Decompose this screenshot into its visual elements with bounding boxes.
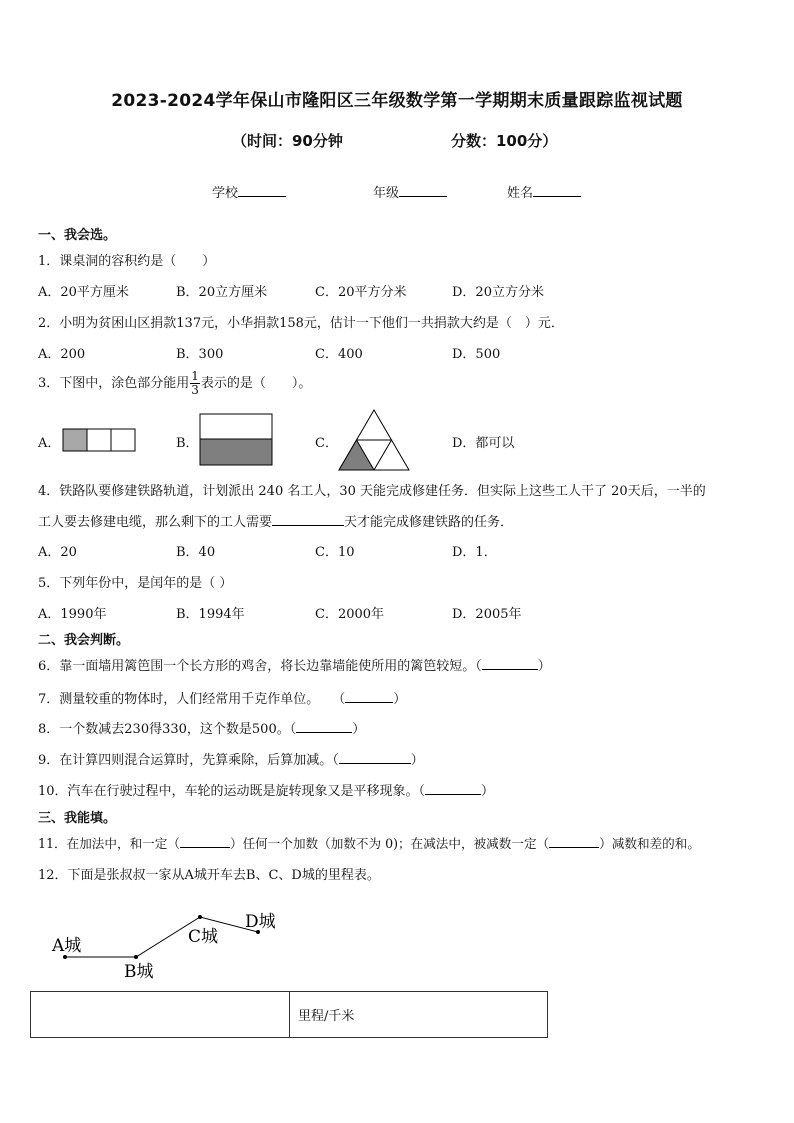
q4-text-b: 天才能完成修建铁路的任务． [344, 515, 514, 530]
q3-option-a[interactable]: A． [38, 436, 61, 451]
question-3 [38, 370, 311, 397]
q5-option-b[interactable]: B．1994年 [176, 607, 245, 622]
question-11 [38, 833, 700, 852]
q5-option-c[interactable]: C．2000年 [315, 607, 385, 622]
fraction-numerator: 1 [191, 369, 199, 383]
fraction-denominator: 3 [191, 383, 199, 397]
q5-option-d[interactable]: D．2005年 [452, 607, 522, 622]
q2-option-d[interactable]: D．500 [452, 347, 501, 362]
city-d-label: D城 [245, 912, 276, 932]
q4-answer-blank[interactable] [272, 513, 344, 526]
mileage-table [30, 991, 548, 1038]
question-10 [38, 780, 494, 799]
q3-option-d[interactable]: D．都可以 [452, 436, 515, 451]
table-row [31, 992, 548, 1038]
q10-close-paren: ） [481, 784, 495, 799]
table-header-mileage: 里程/千米 [290, 992, 548, 1038]
q4-option-b[interactable]: B．40 [176, 545, 216, 560]
q6-text: 6．靠一面墙用篱笆围一个长方形的鸡舍，将长边靠墙能使所用的篱笆较短。（ [38, 659, 482, 674]
name-label: 姓名 [507, 186, 534, 201]
q11-answer-blank-1[interactable] [180, 835, 230, 848]
q6-close-paren: ） [537, 659, 551, 674]
q1-option-d[interactable]: D．20立方分米 [452, 285, 544, 300]
figure-split-rectangle [199, 413, 274, 467]
question-5: 5．下列年份中，是闰年的是（ ） [38, 576, 233, 591]
q3-option-b[interactable]: B． [176, 436, 199, 451]
q3-text-post: 表示的是（ ）。 [200, 376, 312, 391]
q8-close-paren: ） [352, 722, 366, 737]
q7-close-paren: ） [393, 692, 407, 707]
city-b-dot [134, 955, 138, 959]
q10-answer-blank[interactable] [425, 782, 481, 795]
q9-text: 9．在计算四则混合运算时，先算乘除，后算加减。（ [38, 753, 339, 768]
exam-time: （时间：90分钟 [232, 132, 343, 150]
school-field[interactable] [212, 182, 286, 201]
figure-subdivided-triangle [337, 408, 411, 472]
exam-score: 分数：100分） [451, 132, 558, 150]
school-blank[interactable] [238, 184, 286, 197]
q2-option-b[interactable]: B．300 [176, 347, 224, 362]
q11-text-b: ）任何一个加数（加数不为 0)；在减法中，被减数一定（ [229, 836, 550, 851]
q7-text: 7．测量较重的物体时，人们经常用千克作单位。 （ [38, 692, 346, 707]
name-field[interactable] [507, 182, 581, 201]
q3-option-c[interactable]: C． [315, 436, 338, 451]
q8-text: 8．一个数减去230得330，这个数是500。（ [38, 722, 297, 737]
question-4-line-2 [38, 511, 513, 530]
section-heading-fill: 三、我能填。 [38, 811, 117, 826]
city-b-label: B城 [124, 962, 154, 982]
q11-text-c: ）减数和差的和。 [599, 836, 700, 851]
q5-option-a[interactable]: A．1990年 [38, 607, 107, 622]
q9-answer-blank[interactable] [339, 751, 411, 764]
section-heading-judge: 二、我会判断。 [38, 633, 130, 648]
route-map [40, 905, 300, 985]
q3-text-pre: 3．下图中，涂色部分能用 [38, 376, 190, 391]
table-header-cell-empty [31, 992, 290, 1038]
q2-option-c[interactable]: C．400 [315, 347, 363, 362]
city-a-label: A城 [52, 936, 82, 956]
q4-option-a[interactable]: A．20 [38, 545, 77, 560]
q4-option-c[interactable]: C．10 [315, 545, 355, 560]
q6-answer-blank[interactable] [482, 657, 538, 670]
grade-field[interactable] [373, 182, 447, 201]
q9-close-paren: ） [410, 753, 424, 768]
q1-option-c[interactable]: C．20平方分米 [315, 285, 407, 300]
city-c-label: C城 [188, 927, 219, 947]
q4-option-d[interactable]: D．1． [452, 545, 497, 560]
q2-option-a[interactable]: A．200 [38, 347, 86, 362]
question-1: 1．课桌洞的容积约是（ ） [38, 254, 216, 269]
q11-answer-blank-2[interactable] [549, 835, 599, 848]
school-label: 学校 [212, 186, 239, 201]
q11-text-a: 11．在加法中，和一定（ [38, 836, 180, 851]
section-heading-choice: 一、我会选。 [38, 228, 117, 243]
q10-text: 10．汽车在行驶过程中，车轮的运动既是旋转现象又是平移现象。（ [38, 784, 426, 799]
grade-blank[interactable] [399, 184, 447, 197]
question-2: 2．小明为贫困山区捐款137元，小华捐款158元，估计一下他们一共捐款大约是（ ）元． [38, 316, 564, 331]
question-6 [38, 655, 551, 674]
q1-option-a[interactable]: A．20平方厘米 [38, 285, 129, 300]
q7-answer-blank[interactable] [345, 690, 393, 703]
city-c-dot [198, 915, 202, 919]
fraction-one-third [190, 370, 200, 397]
question-8 [38, 718, 365, 737]
page-title: 2023-2024学年保山市隆阳区三年级数学第一学期期末质量跟踪监视试题 [111, 91, 683, 111]
question-4-line-1: 4．铁路队要修建铁路轨道，计划派出 240 名工人，30 天能完成修建任务．但实际上这些工人干了 20天后，一半的 [38, 484, 706, 499]
question-9 [38, 749, 424, 768]
name-blank[interactable] [533, 184, 581, 197]
q1-option-b[interactable]: B．20立方厘米 [176, 285, 268, 300]
question-12: 12．下面是张叔叔一家从A城开车去B、C、D城的里程表。 [38, 868, 380, 883]
question-7 [38, 688, 406, 707]
figure-three-squares [62, 428, 136, 452]
grade-label: 年级 [373, 186, 400, 201]
q8-answer-blank[interactable] [296, 720, 352, 733]
q4-text-a: 工人要去修建电缆，那么剩下的工人需要 [38, 515, 273, 530]
